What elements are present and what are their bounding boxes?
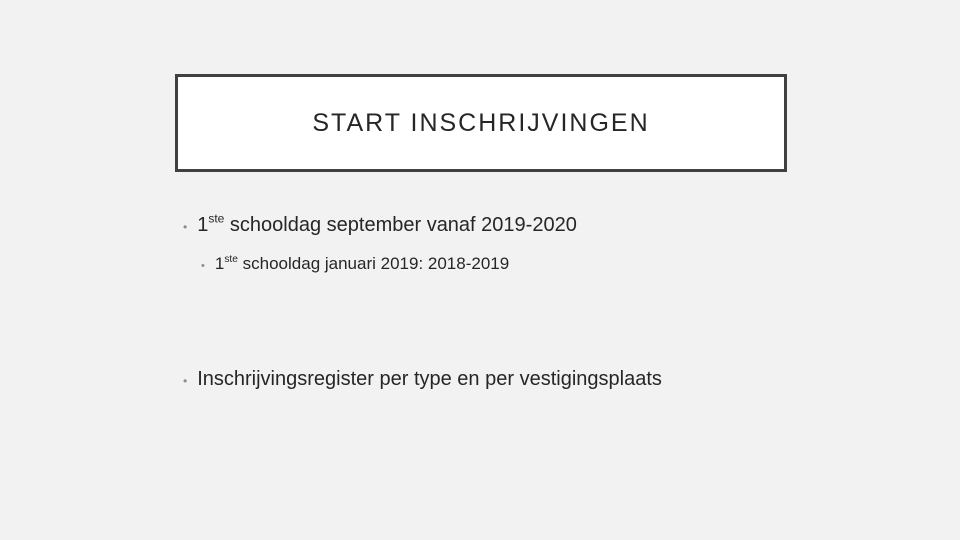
bullet-body: schooldag januari 2019: 2018-2019 bbox=[237, 254, 510, 273]
title-box bbox=[175, 74, 787, 172]
bullet-text bbox=[215, 254, 509, 274]
bullet-dot-icon: • bbox=[183, 220, 188, 234]
bullet-superscript: ste bbox=[208, 211, 225, 226]
bullet-text bbox=[197, 211, 577, 237]
bullet-prefix: 1 bbox=[214, 254, 225, 273]
bullet-superscript: ste bbox=[224, 253, 238, 265]
bullet-prefix: 1 bbox=[197, 214, 209, 236]
bullet-body: schooldag september vanaf 2019-2020 bbox=[224, 214, 577, 236]
bullet-dot-icon: • bbox=[201, 260, 205, 272]
bullet-item-2 bbox=[201, 254, 509, 274]
bullet-item-3 bbox=[183, 368, 662, 391]
bullet-item-1 bbox=[183, 211, 577, 237]
bullet-body: Inschrijvingsregister per type en per vestigingsplaats bbox=[197, 368, 662, 390]
slide-title: START INSCHRIJVINGEN bbox=[312, 108, 650, 137]
bullet-dot-icon: • bbox=[183, 374, 188, 388]
